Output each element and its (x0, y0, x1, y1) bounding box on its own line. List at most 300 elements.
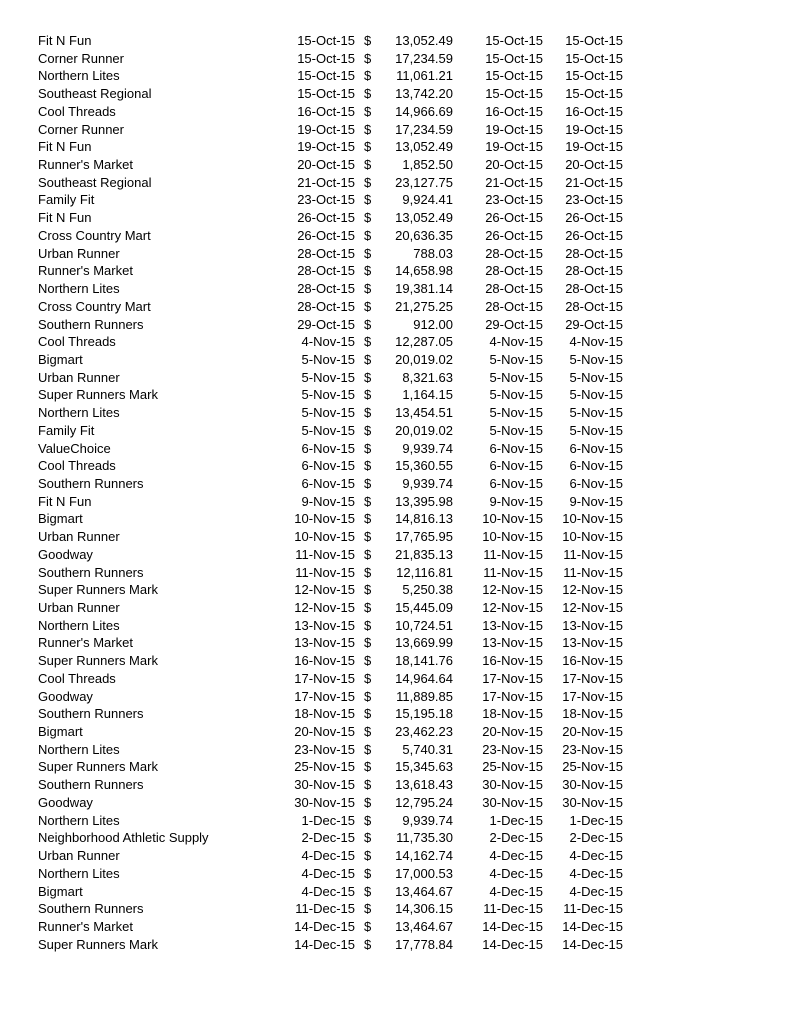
amount-cell: 912.00 (413, 316, 453, 332)
date-cell-3: 15-Oct-15 (565, 50, 623, 66)
date-cell-1: 12-Nov-15 (294, 582, 355, 598)
customer-cell: Bigmart (38, 511, 83, 527)
currency-symbol: $ (364, 493, 372, 509)
table-row (0, 316, 795, 334)
date-cell-1: 23-Nov-15 (294, 741, 355, 757)
table-row (0, 156, 795, 174)
date-cell-2: 13-Nov-15 (482, 635, 543, 651)
date-cell-1: 4-Nov-15 (301, 334, 355, 350)
date-cell-2: 4-Dec-15 (489, 883, 543, 899)
amount-cell: 12,116.81 (396, 564, 453, 580)
table-row (0, 174, 795, 192)
date-cell-2: 28-Oct-15 (485, 281, 543, 297)
currency-symbol: $ (364, 458, 372, 474)
date-cell-2: 1-Dec-15 (489, 812, 543, 828)
date-cell-1: 17-Nov-15 (294, 670, 355, 686)
date-cell-1: 28-Oct-15 (297, 245, 355, 261)
currency-symbol: $ (364, 865, 372, 881)
amount-cell: 17,234.59 (395, 50, 453, 66)
date-cell-3: 26-Oct-15 (565, 227, 623, 243)
date-cell-1: 20-Nov-15 (294, 724, 355, 740)
currency-symbol: $ (364, 759, 372, 775)
date-cell-2: 4-Dec-15 (489, 865, 543, 881)
currency-symbol: $ (364, 918, 372, 934)
currency-symbol: $ (364, 86, 372, 102)
date-cell-1: 11-Dec-15 (295, 901, 355, 917)
date-cell-2: 13-Nov-15 (482, 617, 543, 633)
amount-cell: 21,835.13 (395, 546, 453, 562)
date-cell-2: 4-Dec-15 (489, 848, 543, 864)
date-cell-3: 17-Nov-15 (562, 688, 623, 704)
date-cell-2: 18-Nov-15 (482, 706, 543, 722)
amount-cell: 14,162.74 (395, 848, 453, 864)
amount-cell: 13,052.49 (395, 139, 453, 155)
date-cell-3: 14-Dec-15 (562, 936, 623, 952)
currency-symbol: $ (364, 741, 372, 757)
amount-cell: 13,464.67 (395, 918, 453, 934)
table-row (0, 599, 795, 617)
customer-cell: Super Runners Mark (38, 759, 158, 775)
amount-cell: 10,724.51 (395, 617, 453, 633)
customer-cell: Fit N Fun (38, 210, 92, 226)
date-cell-2: 4-Nov-15 (489, 334, 543, 350)
table-row (0, 829, 795, 847)
date-cell-3: 4-Nov-15 (569, 334, 623, 350)
currency-symbol: $ (364, 546, 372, 562)
amount-cell: 11,735.30 (396, 830, 453, 846)
amount-cell: 23,462.23 (395, 724, 453, 740)
amount-cell: 11,061.21 (396, 68, 453, 84)
date-cell-3: 26-Oct-15 (565, 210, 623, 226)
currency-symbol: $ (364, 68, 372, 84)
amount-cell: 1,852.50 (402, 157, 453, 173)
amount-cell: 15,445.09 (395, 600, 453, 615)
customer-cell: Corner Runner (38, 121, 124, 137)
customer-cell: Neighborhood Athletic Supply (38, 830, 209, 846)
customer-cell: Fit N Fun (38, 139, 92, 155)
table-row (0, 209, 795, 227)
date-cell-1: 4-Dec-15 (301, 883, 355, 899)
currency-symbol: $ (364, 724, 372, 740)
date-cell-3: 2-Dec-15 (569, 830, 623, 846)
table-row (0, 776, 795, 794)
date-cell-2: 5-Nov-15 (489, 387, 543, 403)
date-cell-2: 14-Dec-15 (482, 936, 543, 952)
date-cell-2: 28-Oct-15 (485, 245, 543, 261)
amount-cell: 21,275.25 (395, 298, 453, 314)
table-row (0, 883, 795, 901)
date-cell-3: 29-Oct-15 (565, 316, 623, 332)
date-cell-2: 10-Nov-15 (482, 529, 543, 545)
date-cell-2: 23-Oct-15 (485, 192, 543, 208)
table-row (0, 386, 795, 404)
date-cell-3: 5-Nov-15 (569, 422, 623, 438)
table-row (0, 245, 795, 263)
date-cell-2: 11-Nov-15 (483, 564, 543, 580)
date-cell-2: 2-Dec-15 (489, 830, 543, 846)
table-row (0, 369, 795, 387)
date-cell-1: 14-Dec-15 (294, 918, 355, 934)
table-row (0, 227, 795, 245)
date-cell-2: 9-Nov-15 (489, 493, 543, 509)
date-cell-2: 20-Oct-15 (485, 157, 543, 173)
date-cell-3: 16-Nov-15 (562, 653, 623, 669)
date-cell-2: 5-Nov-15 (489, 351, 543, 367)
date-cell-2: 11-Dec-15 (483, 901, 543, 917)
customer-cell: Urban Runner (38, 529, 120, 545)
amount-cell: 12,287.05 (395, 334, 453, 350)
customer-cell: Super Runners Mark (38, 582, 158, 598)
date-cell-1: 15-Oct-15 (297, 68, 355, 84)
date-cell-2: 30-Nov-15 (482, 777, 543, 793)
customer-cell: Southeast Regional (38, 86, 152, 102)
customer-cell: Fit N Fun (38, 493, 92, 509)
date-cell-3: 20-Nov-15 (562, 724, 623, 740)
date-cell-2: 12-Nov-15 (482, 600, 543, 615)
date-cell-3: 18-Nov-15 (562, 706, 623, 722)
customer-cell: Cool Threads (38, 458, 116, 474)
date-cell-1: 25-Nov-15 (294, 759, 355, 775)
currency-symbol: $ (364, 405, 372, 421)
currency-symbol: $ (364, 298, 372, 314)
customer-cell: Runner's Market (38, 918, 133, 934)
date-cell-3: 10-Nov-15 (562, 511, 623, 527)
customer-cell: Super Runners Mark (38, 653, 158, 669)
customer-cell: Southern Runners (38, 316, 144, 332)
date-cell-2: 15-Oct-15 (485, 86, 543, 102)
amount-cell: 17,778.84 (395, 936, 453, 952)
currency-symbol: $ (364, 121, 372, 137)
table-row (0, 422, 795, 440)
date-cell-2: 28-Oct-15 (485, 298, 543, 314)
date-cell-2: 5-Nov-15 (489, 369, 543, 385)
date-cell-3: 5-Nov-15 (569, 387, 623, 403)
customer-cell: Bigmart (38, 724, 83, 740)
customer-cell: Family Fit (38, 192, 95, 208)
amount-cell: 9,924.41 (402, 192, 453, 208)
table-row (0, 865, 795, 883)
amount-cell: 17,765.95 (395, 529, 453, 545)
date-cell-1: 6-Nov-15 (301, 458, 355, 474)
date-cell-2: 26-Oct-15 (485, 227, 543, 243)
customer-cell: Northern Lites (38, 281, 120, 297)
date-cell-1: 26-Oct-15 (297, 227, 355, 243)
date-cell-3: 19-Oct-15 (565, 121, 623, 137)
amount-cell: 13,395.98 (395, 493, 453, 509)
customer-cell: Runner's Market (38, 263, 133, 279)
table-row (0, 103, 795, 121)
date-cell-1: 6-Nov-15 (301, 475, 355, 491)
currency-symbol: $ (364, 245, 372, 261)
currency-symbol: $ (364, 706, 372, 722)
amount-cell: 12,795.24 (395, 794, 453, 810)
date-cell-2: 17-Nov-15 (482, 670, 543, 686)
currency-symbol: $ (364, 830, 372, 846)
date-cell-2: 5-Nov-15 (489, 405, 543, 421)
customer-cell: Southern Runners (38, 777, 144, 793)
currency-symbol: $ (364, 511, 372, 527)
currency-symbol: $ (364, 139, 372, 155)
amount-cell: 20,019.02 (395, 422, 453, 438)
table-row (0, 847, 795, 865)
currency-symbol: $ (364, 281, 372, 297)
currency-symbol: $ (364, 192, 372, 208)
table-row (0, 262, 795, 280)
customer-cell: Southern Runners (38, 706, 144, 722)
currency-symbol: $ (364, 50, 372, 66)
date-cell-3: 4-Dec-15 (569, 865, 623, 881)
customer-cell: Corner Runner (38, 50, 124, 66)
customer-cell: Cross Country Mart (38, 227, 151, 243)
table-row (0, 32, 795, 50)
date-cell-2: 14-Dec-15 (482, 918, 543, 934)
date-cell-3: 19-Oct-15 (565, 139, 623, 155)
customer-cell: Goodway (38, 688, 93, 704)
table-row (0, 581, 795, 599)
amount-cell: 13,742.20 (395, 86, 453, 102)
table-row (0, 351, 795, 369)
table-row (0, 652, 795, 670)
date-cell-2: 5-Nov-15 (489, 422, 543, 438)
amount-cell: 14,966.69 (395, 103, 453, 119)
customer-cell: Southeast Regional (38, 174, 152, 190)
date-cell-3: 17-Nov-15 (562, 670, 623, 686)
date-cell-1: 15-Oct-15 (297, 50, 355, 66)
date-cell-3: 10-Nov-15 (562, 529, 623, 545)
customer-cell: Goodway (38, 794, 93, 810)
currency-symbol: $ (364, 812, 372, 828)
currency-symbol: $ (364, 582, 372, 598)
date-cell-1: 15-Oct-15 (297, 33, 355, 48)
amount-cell: 19,381.14 (395, 281, 453, 297)
currency-symbol: $ (364, 883, 372, 899)
date-cell-1: 11-Nov-15 (295, 564, 355, 580)
date-cell-1: 5-Nov-15 (301, 351, 355, 367)
date-cell-1: 14-Dec-15 (294, 936, 355, 952)
date-cell-2: 15-Oct-15 (485, 50, 543, 66)
date-cell-1: 29-Oct-15 (297, 316, 355, 332)
table-row (0, 191, 795, 209)
customer-cell: Urban Runner (38, 600, 120, 615)
table-row (0, 723, 795, 741)
currency-symbol: $ (364, 794, 372, 810)
amount-cell: 9,939.74 (402, 475, 453, 491)
currency-symbol: $ (364, 635, 372, 651)
currency-symbol: $ (364, 848, 372, 864)
date-cell-3: 13-Nov-15 (562, 635, 623, 651)
currency-symbol: $ (364, 369, 372, 385)
currency-symbol: $ (364, 901, 372, 917)
currency-symbol: $ (364, 263, 372, 279)
amount-cell: 14,658.98 (395, 263, 453, 279)
date-cell-1: 19-Oct-15 (297, 139, 355, 155)
currency-symbol: $ (364, 316, 372, 332)
date-cell-1: 10-Nov-15 (294, 511, 355, 527)
customer-cell: Fit N Fun (38, 33, 92, 48)
customer-cell: Cross Country Mart (38, 298, 151, 314)
date-cell-1: 28-Oct-15 (297, 281, 355, 297)
customer-cell: Northern Lites (38, 68, 120, 84)
date-cell-3: 12-Nov-15 (562, 582, 623, 598)
date-cell-1: 18-Nov-15 (294, 706, 355, 722)
date-cell-2: 10-Nov-15 (482, 511, 543, 527)
date-cell-1: 26-Oct-15 (297, 210, 355, 226)
customer-cell: Northern Lites (38, 405, 120, 421)
date-cell-1: 30-Nov-15 (294, 794, 355, 810)
amount-cell: 14,306.15 (395, 901, 453, 917)
currency-symbol: $ (364, 475, 372, 491)
customer-cell: Northern Lites (38, 865, 120, 881)
amount-cell: 15,360.55 (395, 458, 453, 474)
amount-cell: 14,964.64 (395, 670, 453, 686)
amount-cell: 13,464.67 (395, 883, 453, 899)
date-cell-3: 11-Nov-15 (563, 546, 623, 562)
table-row (0, 67, 795, 85)
amount-cell: 13,454.51 (395, 405, 453, 421)
table-row (0, 741, 795, 759)
date-cell-3: 5-Nov-15 (569, 405, 623, 421)
amount-cell: 23,127.75 (395, 174, 453, 190)
table-row (0, 298, 795, 316)
date-cell-1: 11-Nov-15 (295, 546, 355, 562)
date-cell-1: 23-Oct-15 (297, 192, 355, 208)
date-cell-3: 28-Oct-15 (565, 281, 623, 297)
currency-symbol: $ (364, 157, 372, 173)
date-cell-3: 11-Nov-15 (563, 564, 623, 580)
customer-cell: Bigmart (38, 883, 83, 899)
amount-cell: 18,141.76 (395, 653, 453, 669)
date-cell-1: 2-Dec-15 (301, 830, 355, 846)
date-cell-2: 19-Oct-15 (485, 121, 543, 137)
currency-symbol: $ (364, 227, 372, 243)
date-cell-2: 6-Nov-15 (489, 440, 543, 456)
table-row (0, 936, 795, 954)
currency-symbol: $ (364, 670, 372, 686)
date-cell-1: 12-Nov-15 (294, 600, 355, 615)
date-cell-1: 5-Nov-15 (301, 387, 355, 403)
amount-cell: 8,321.63 (402, 369, 453, 385)
date-cell-1: 19-Oct-15 (297, 121, 355, 137)
date-cell-2: 28-Oct-15 (485, 263, 543, 279)
date-cell-3: 15-Oct-15 (565, 86, 623, 102)
table-row (0, 404, 795, 422)
date-cell-3: 14-Dec-15 (562, 918, 623, 934)
currency-symbol: $ (364, 387, 372, 403)
date-cell-1: 28-Oct-15 (297, 298, 355, 314)
table-row (0, 85, 795, 103)
amount-cell: 1,164.15 (402, 387, 453, 403)
customer-cell: Southern Runners (38, 475, 144, 491)
amount-cell: 788.03 (413, 245, 453, 261)
date-cell-2: 30-Nov-15 (482, 794, 543, 810)
customer-cell: Urban Runner (38, 848, 120, 864)
currency-symbol: $ (364, 334, 372, 350)
table-row (0, 440, 795, 458)
currency-symbol: $ (364, 33, 372, 48)
currency-symbol: $ (364, 777, 372, 793)
date-cell-3: 9-Nov-15 (569, 493, 623, 509)
date-cell-3: 13-Nov-15 (562, 617, 623, 633)
table-row (0, 333, 795, 351)
amount-cell: 9,939.74 (402, 440, 453, 456)
date-cell-3: 4-Dec-15 (569, 848, 623, 864)
customer-cell: Southern Runners (38, 564, 144, 580)
table-row (0, 634, 795, 652)
amount-cell: 13,669.99 (395, 635, 453, 651)
date-cell-2: 6-Nov-15 (489, 475, 543, 491)
currency-symbol: $ (364, 564, 372, 580)
currency-symbol: $ (364, 529, 372, 545)
date-cell-1: 4-Dec-15 (301, 865, 355, 881)
date-cell-1: 16-Nov-15 (294, 653, 355, 669)
date-cell-3: 30-Nov-15 (562, 794, 623, 810)
date-cell-3: 15-Oct-15 (565, 68, 623, 84)
table-row (0, 457, 795, 475)
date-cell-3: 30-Nov-15 (562, 777, 623, 793)
date-cell-3: 16-Oct-15 (565, 103, 623, 119)
date-cell-3: 6-Nov-15 (569, 440, 623, 456)
amount-cell: 13,052.49 (395, 210, 453, 226)
currency-symbol: $ (364, 688, 372, 704)
date-cell-2: 20-Nov-15 (482, 724, 543, 740)
date-cell-1: 16-Oct-15 (297, 103, 355, 119)
table-row (0, 617, 795, 635)
date-cell-1: 10-Nov-15 (294, 529, 355, 545)
date-cell-2: 17-Nov-15 (482, 688, 543, 704)
amount-cell: 17,000.53 (395, 865, 453, 881)
customer-cell: Northern Lites (38, 812, 120, 828)
date-cell-2: 11-Nov-15 (483, 546, 543, 562)
table-row (0, 121, 795, 139)
date-cell-3: 11-Dec-15 (563, 901, 623, 917)
customer-cell: Urban Runner (38, 245, 120, 261)
date-cell-3: 5-Nov-15 (569, 351, 623, 367)
currency-symbol: $ (364, 351, 372, 367)
date-cell-1: 13-Nov-15 (294, 635, 355, 651)
customer-cell: ValueChoice (38, 440, 111, 456)
currency-symbol: $ (364, 174, 372, 190)
amount-cell: 5,740.31 (402, 741, 453, 757)
date-cell-2: 25-Nov-15 (482, 759, 543, 775)
customer-cell: Runner's Market (38, 157, 133, 173)
date-cell-1: 1-Dec-15 (301, 812, 355, 828)
table-row (0, 50, 795, 68)
amount-cell: 9,939.74 (402, 812, 453, 828)
customer-cell: Southern Runners (38, 901, 144, 917)
date-cell-2: 16-Nov-15 (482, 653, 543, 669)
date-cell-1: 6-Nov-15 (301, 440, 355, 456)
table-row (0, 688, 795, 706)
table-row (0, 670, 795, 688)
table-row (0, 794, 795, 812)
amount-cell: 15,345.63 (395, 759, 453, 775)
amount-cell: 13,052.49 (395, 33, 453, 48)
date-cell-2: 6-Nov-15 (489, 458, 543, 474)
currency-symbol: $ (364, 440, 372, 456)
amount-cell: 13,618.43 (395, 777, 453, 793)
date-cell-3: 6-Nov-15 (569, 458, 623, 474)
currency-symbol: $ (364, 617, 372, 633)
table-row (0, 475, 795, 493)
date-cell-2: 23-Nov-15 (482, 741, 543, 757)
date-cell-3: 28-Oct-15 (565, 298, 623, 314)
customer-cell: Super Runners Mark (38, 387, 158, 403)
date-cell-3: 23-Oct-15 (565, 192, 623, 208)
date-cell-2: 15-Oct-15 (485, 68, 543, 84)
customer-cell: Bigmart (38, 351, 83, 367)
customer-cell: Super Runners Mark (38, 936, 158, 952)
date-cell-1: 5-Nov-15 (301, 422, 355, 438)
